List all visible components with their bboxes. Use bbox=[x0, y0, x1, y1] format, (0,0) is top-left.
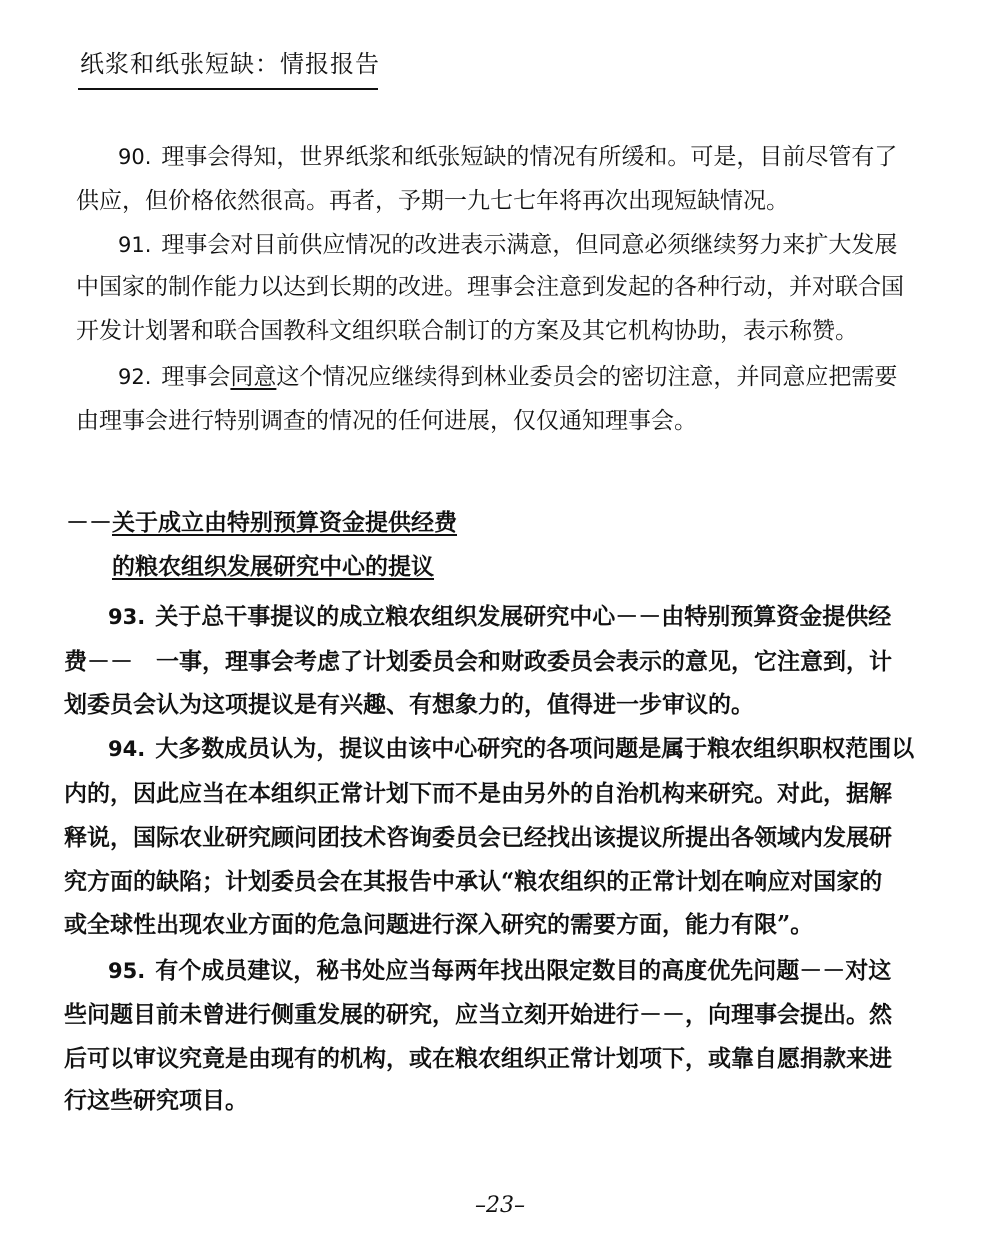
paragraph-text: 大多数成员认为，提议由该中心研究的各项问题是属于粮农组织职权范围以 bbox=[155, 735, 915, 762]
heading-text: 关于成立由特别预算资金提供经费 bbox=[112, 509, 457, 536]
paragraph-text: 理事会 bbox=[161, 364, 231, 390]
paragraph-91-line-2: 中国家的制作能力以达到长期的改进。理事会注意到发起的各种行动，并对联合国 bbox=[76, 274, 904, 300]
paragraph-95-line-3: 后可以审议究竟是由现有的机构，或在粮农组织正常计划项下，或靠自愿捐款来进 bbox=[64, 1045, 892, 1072]
paragraph-text: 这个情况应继续得到林业委员会的密切注意，并同意应把需要 bbox=[276, 364, 898, 390]
paragraph-94-line-3: 释说，国际农业研究顾问团技术咨询委员会已经找出该提议所提出各领域内发展研 bbox=[64, 824, 892, 851]
paragraph-93-line-1 bbox=[108, 602, 891, 632]
section-heading-line-2: 的粮农组织发展研究中心的提议 bbox=[112, 553, 434, 580]
paragraph-text: 理事会得知，世界纸浆和纸张短缺的情况有所缓和。可是，目前尽管有了 bbox=[161, 144, 898, 170]
paragraph-94-line-5: 或全球性出现农业方面的危急问题进行深入研究的需要方面，能力有限”。 bbox=[64, 911, 814, 938]
paragraph-94-line-1 bbox=[108, 734, 914, 764]
paragraph-91-line-3: 开发计划署和联合国教科文组织联合制订的方案及其它机构协助，表示称赞。 bbox=[76, 318, 858, 344]
header-underline bbox=[78, 88, 378, 90]
heading-dash: －－ bbox=[66, 509, 112, 536]
paragraph-93-line-2: 费－－ 一事，理事会考虑了计划委员会和财政委员会表示的意见，它注意到，计 bbox=[64, 648, 892, 675]
paragraph-text: 理事会对目前供应情况的改进表示满意，但同意必须继续努力来扩大发展 bbox=[161, 232, 898, 258]
paragraph-95-line-2: 些问题目前未曾进行侧重发展的研究，应当立刻开始进行－－，向理事会提出。然 bbox=[64, 1001, 892, 1028]
paragraph-number: 90. bbox=[118, 145, 152, 169]
paragraph-text: 关于总干事提议的成立粮农组织发展研究中心－－由特别预算资金提供经 bbox=[155, 603, 892, 630]
paragraph-number: 93. bbox=[108, 605, 146, 629]
paragraph-text: 有个成员建议，秘书处应当每两年找出限定数目的高度优先问题－－对这 bbox=[155, 957, 892, 984]
paragraph-90-line-2: 供应，但价格依然很高。再者，予期一九七七年将再次出现短缺情况。 bbox=[76, 188, 789, 214]
paragraph-number: 95. bbox=[108, 959, 146, 983]
paragraph-94-line-2: 内的，因此应当在本组织正常计划下而不是由另外的自治机构来研究。对此，据解 bbox=[64, 780, 892, 807]
paragraph-number: 91. bbox=[118, 233, 152, 257]
page-number: –23– bbox=[475, 1193, 525, 1218]
paragraph-90-line-1 bbox=[118, 142, 897, 172]
paragraph-91-line-1 bbox=[118, 230, 897, 260]
paragraph-number: 92. bbox=[118, 365, 152, 389]
underlined-word: 同意 bbox=[230, 364, 277, 390]
paragraph-93-line-3: 划委员会认为这项提议是有兴趣、有想象力的，值得进一步审议的。 bbox=[64, 691, 754, 718]
page-header-title: 纸浆和纸张短缺：情报报告 bbox=[80, 50, 380, 78]
paragraph-95-line-4: 行这些研究项目。 bbox=[64, 1087, 248, 1114]
paragraph-number: 94. bbox=[108, 737, 146, 761]
paragraph-92-line-2: 由理事会进行特别调查的情况的任何进展，仅仅通知理事会。 bbox=[76, 408, 697, 434]
section-heading-line-1 bbox=[66, 508, 457, 538]
paragraph-92-line-1 bbox=[118, 362, 897, 392]
paragraph-94-line-4: 究方面的缺陷；计划委员会在其报告中承认“粮农组织的正常计划在响应对国家的 bbox=[64, 868, 883, 895]
paragraph-95-line-1 bbox=[108, 956, 891, 986]
